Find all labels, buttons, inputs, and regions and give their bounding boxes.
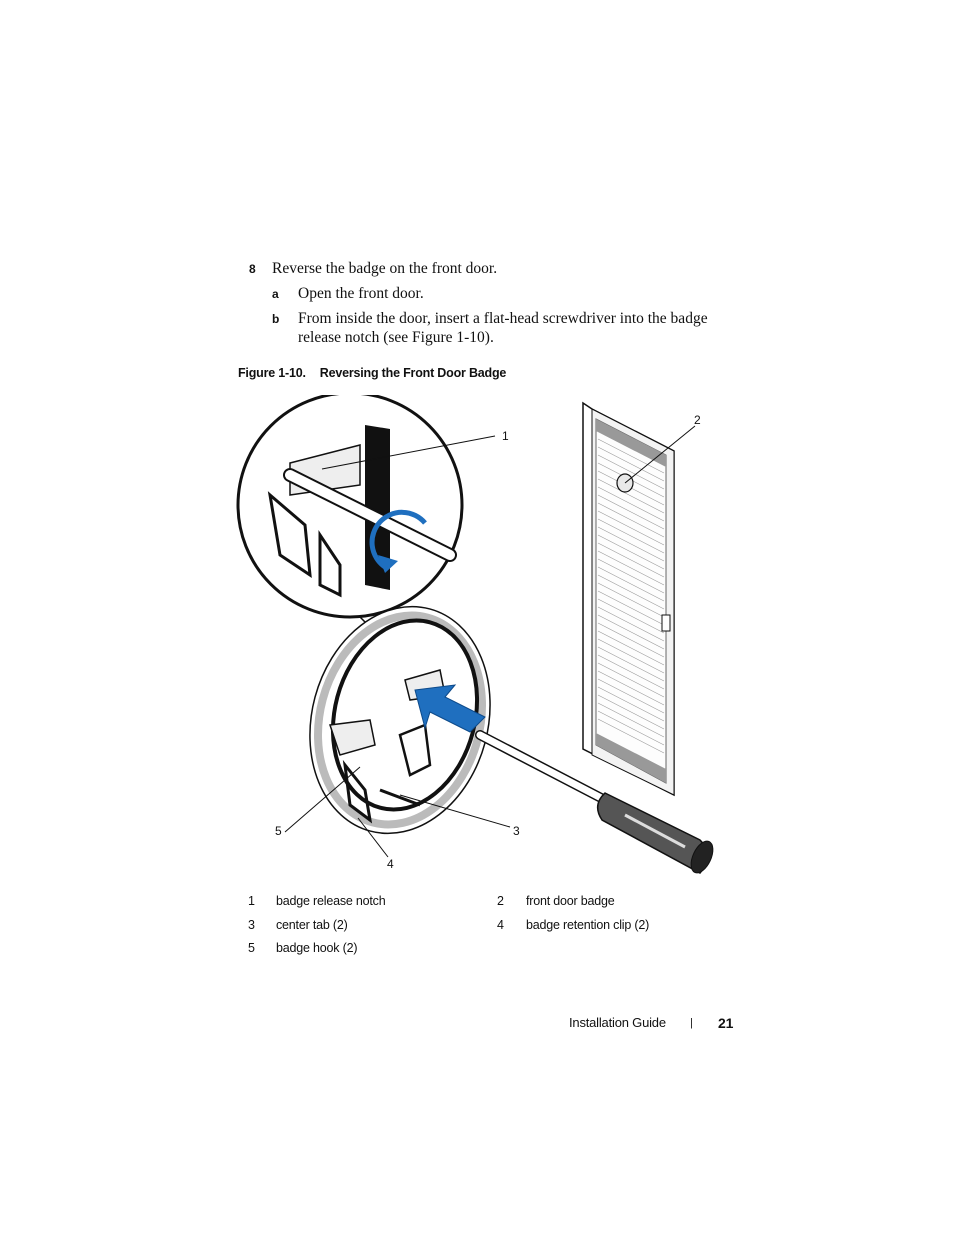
figure-title: Reversing the Front Door Badge	[319, 366, 507, 380]
step-text: Reverse the badge on the front door.	[272, 260, 498, 277]
front-door-drawing	[583, 403, 674, 795]
legend-text-2: front door badge	[526, 894, 615, 908]
legend-num-1: 1	[248, 894, 255, 908]
substep-text-line2: release notch (see Figure 1-10).	[298, 329, 494, 346]
callout-1: 1	[502, 429, 509, 443]
substep-text: Open the front door.	[298, 285, 424, 302]
legend-text-3: center tab (2)	[276, 918, 348, 932]
callout-3: 3	[513, 824, 520, 838]
legend-num-3: 3	[248, 918, 255, 932]
page-number: 21	[718, 1015, 734, 1031]
footer-guide-title: Installation Guide	[569, 1015, 666, 1030]
footer-separator: |	[690, 1017, 693, 1029]
front-door-badge-illustration	[230, 395, 730, 885]
legend-num-5: 5	[248, 941, 255, 955]
substep-letter: b	[272, 312, 280, 326]
legend-text-4: badge retention clip (2)	[526, 918, 650, 932]
legend-text-1: badge release notch	[276, 894, 386, 908]
callout-2: 2	[694, 413, 701, 427]
callout-4: 4	[387, 857, 394, 871]
legend-text-5: badge hook (2)	[276, 941, 358, 955]
substep-text-line1: From inside the door, insert a flat-head screwdriver into the badge	[298, 310, 708, 327]
legend-num-2: 2	[497, 894, 504, 908]
figure-caption	[238, 366, 506, 380]
figure-label: Figure 1-10.	[238, 366, 306, 380]
callout-5: 5	[275, 824, 282, 838]
substep-letter: a	[272, 287, 279, 301]
step-number: 8	[249, 262, 256, 276]
legend-num-4: 4	[497, 918, 504, 932]
